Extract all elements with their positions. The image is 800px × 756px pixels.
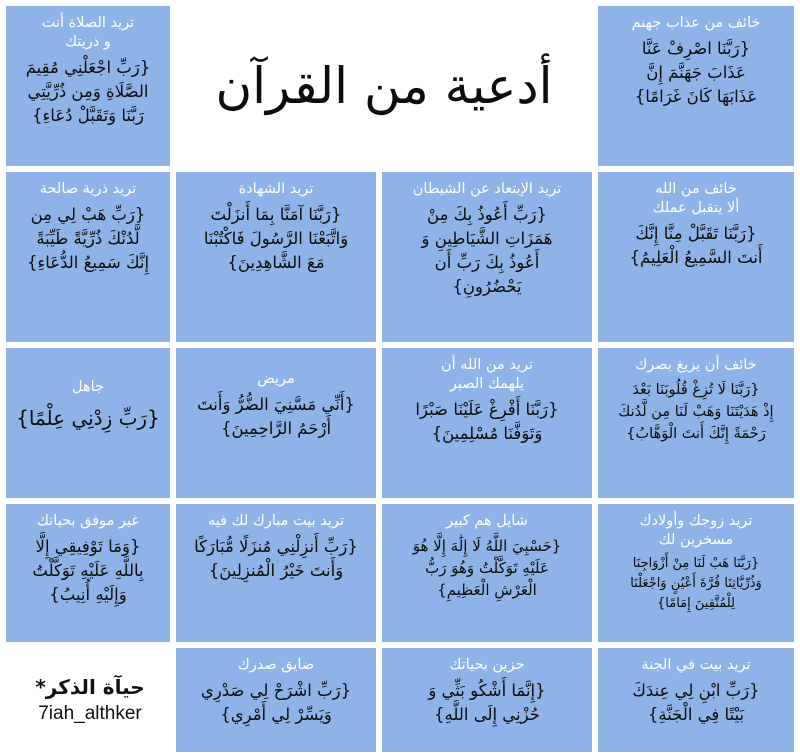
card-title: خائف أن يزيغ بصرك	[635, 357, 757, 373]
card-acceptance	[598, 172, 794, 342]
card-spouse-children	[598, 504, 794, 642]
brand-arabic: حيآة الذكر*	[35, 675, 145, 699]
card-title: تريد الإبتعاد عن الشيطان	[412, 181, 562, 197]
card-dua: {رَبِّ أَنزِلْنِي مُنزَلًا مُّبَارَكًا وَأَنتَ خَيْرُ الْمُنزِلِينَ}	[194, 537, 358, 580]
card-dua: {رَبَّنَا لَا تُزِغْ قُلُوبَنَا بَعْدَ إِذْ هَدَيْتَنَا وَهَبْ لَنَا مِن لَّدُنكَ رَحْمَةً إِنَّكَ أَنتَ الْوَهَّابُ}	[618, 382, 774, 442]
card-dua: {رَبِّ اجْعَلْنِي مُقِيمَ الصَّلَاةِ وَمِن ذُرِّيَّتِي رَبَّنَا وَتَقَبَّلْ دُعَاءِ}	[25, 58, 151, 125]
card-satan	[382, 172, 592, 342]
card-dua: {رَبَّنَا اصْرِفْ عَنَّا عَذَابَ جَهَنَّمَ إِنَّ عَذَابَهَا كَانَ غَرَامًا}	[634, 39, 758, 106]
card-prayer	[6, 6, 170, 166]
card-dua: {رَبِّ اشْرَحْ لِي صَدْرِي وَيَسِّرْ لِي أَمْرِي}	[200, 681, 352, 724]
card-title: حزين بحياتك	[449, 657, 525, 673]
card-title: تريد بيت مبارك لك فيه	[207, 513, 344, 529]
card-sad	[382, 648, 592, 752]
card-title: خائف من الله ألا يتقبل عملك	[652, 181, 740, 216]
brand-block	[6, 648, 174, 752]
card-success	[6, 504, 170, 642]
card-dua: {رَبَّنَا تَقَبَّلْ مِنَّا إِنَّكَ أَنتَ السَّمِيعُ الْعَلِيمُ}	[629, 224, 763, 267]
card-blessed-home	[176, 504, 376, 642]
card-title: ضايق صدرك	[237, 657, 315, 673]
card-hell-fear	[598, 6, 794, 166]
card-title: تريد الشهادة	[238, 181, 314, 197]
page-title: أدعية من القرآن	[215, 57, 553, 115]
brand-handle: 7iah_althker	[38, 703, 142, 724]
card-title: تريد الصلاة أنت و ذريتك	[41, 15, 135, 50]
card-heart-steadfast	[598, 348, 794, 498]
card-patience	[382, 348, 592, 498]
card-title: جاهل	[71, 379, 104, 395]
card-dua: {رَبَّنَا آمَنَّا بِمَا أَنزَلْتَ وَاتَّبَعْنَا الرَّسُولَ فَاكْتُبْنَا مَعَ الشَّاهِدِينَ}	[203, 205, 349, 272]
card-dua: {رَبَّنَا أَفْرِغْ عَلَيْنَا صَبْرًا وَتَوَفَّنَا مُسْلِمِينَ}	[415, 400, 559, 443]
card-title: تريد زوجك وأولادك مسخرين لك	[639, 513, 753, 548]
card-dua: {رَبِّ أَعُوذُ بِكَ مِنْ هَمَزَاتِ الشَّيَاطِينِ وَ أَعُوذُ بِكَ رَبِّ أَن يَحْضُرُونِ}	[421, 205, 553, 296]
card-dua: {حَسْبِيَ اللَّهُ لَا إِلَٰهَ إِلَّا هُوَ عَلَيْهِ تَوَكَّلْتُ وَهُوَ رَبُّ الْعَرْشِ الْعَظِيمِ}	[412, 537, 562, 599]
card-dua: {وَمَا تَوْفِيقِي إِلَّا بِاللَّهِ عَلَيْهِ تَوَكَّلْتُ وَإِلَيْهِ أُنِيبُ}	[32, 537, 144, 604]
card-offspring	[6, 172, 170, 342]
card-title: تريد ذرية صالحة	[39, 181, 137, 197]
card-title: مريض	[257, 371, 295, 387]
card-dua: {رَبِّ هَبْ لِي مِن لَّدُنْكَ ذُرِّيَّةً طَيِّبَةً إِنَّكَ سَمِيعُ الدُّعَاءِ}	[26, 205, 150, 272]
card-chest	[176, 648, 376, 752]
page-title-block	[174, 6, 594, 166]
card-paradise-home	[598, 648, 794, 752]
card-sick	[176, 348, 376, 498]
card-dua: {رَبَّنَا هَبْ لَنَا مِنْ أَزْوَاجِنَا وَذُرِّيَّاتِنَا قُرَّةَ أَعْيُنٍ وَاجْعَلْنَا لِلْمُتَّقِينَ إِمَامًا}	[630, 556, 762, 611]
card-knowledge	[6, 348, 170, 498]
card-title: غير موفق بحياتك	[37, 513, 139, 529]
card-title: تريد بيت في الجنة	[641, 657, 751, 673]
card-worry	[382, 504, 592, 642]
card-dua: {رَبِّ زِدْنِي عِلْمًا}	[16, 406, 160, 430]
card-dua: {أَنِّي مَسَّنِيَ الضُّرُّ وَأَنتَ أَرْحَمُ الرَّاحِمِينَ}	[197, 395, 355, 438]
card-title: تريد من الله أن يلهمك الصبر	[440, 357, 533, 392]
card-title: خائف من عذاب جهنم	[631, 15, 761, 31]
card-martyrdom	[176, 172, 376, 342]
card-dua: {إِنَّمَا أَشْكُو بَثِّي وَ حُزْنِي إِلَى اللَّهِ}	[428, 681, 546, 724]
card-title: شايل هم كبير	[446, 513, 528, 529]
card-dua: {رَبِّ ابْنِ لِي عِندَكَ بَيْتًا فِي الْجَنَّةِ}	[632, 681, 760, 724]
